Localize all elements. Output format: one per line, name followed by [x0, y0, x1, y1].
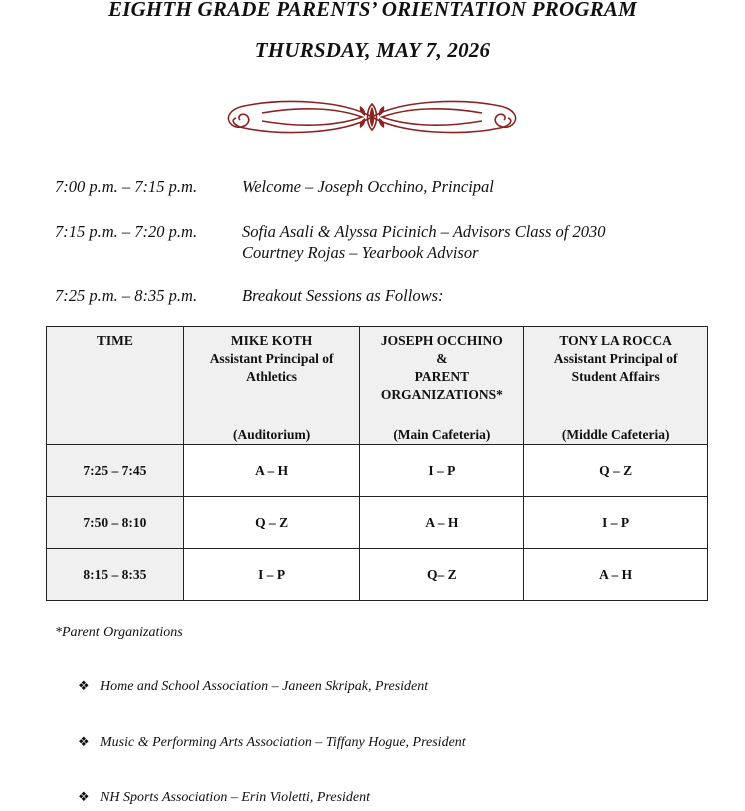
row-time: 7:25 – 7:45: [47, 445, 184, 497]
row-time: 8:15 – 8:35: [47, 549, 184, 601]
table-cell: Q – Z: [524, 445, 708, 497]
schedule-desc-3: Breakout Sessions as Follows:: [242, 286, 444, 305]
location-middle-cafeteria: (Middle Cafeteria): [561, 427, 670, 442]
scroll-ornament-icon: [222, 96, 522, 138]
schedule-time-3: 7:25 p.m. – 8:35 p.m.: [55, 286, 198, 305]
header-column-koth: MIKE KOTH Assistant Principal of Athletics (Auditorium): [183, 327, 360, 445]
schedule-desc-2a: Sofia Asali & Alyssa Picinich – Advisors Class of 2030: [242, 222, 606, 241]
table-cell: I – P: [360, 445, 524, 497]
table-cell: A – H: [524, 549, 708, 601]
header-column-la-rocca: TONY LA ROCCA Assistant Principal of Student Affairs (Middle Cafeteria): [524, 327, 708, 445]
program-date: THURSDAY, MAY 7, 2026: [254, 38, 491, 62]
header-time: TIME: [47, 327, 184, 445]
table-cell: A – H: [183, 445, 360, 497]
table-cell: A – H: [360, 497, 524, 549]
diamond-bullet-icon: ❖: [78, 734, 90, 749]
table-cell: I – P: [524, 497, 708, 549]
list-item: ❖ Music & Performing Arts Association – Tiffany Hogue, President: [78, 734, 466, 750]
table-cell: I – P: [183, 549, 360, 601]
schedule-time-2: 7:15 p.m. – 7:20 p.m.: [55, 222, 198, 241]
diamond-bullet-icon: ❖: [78, 789, 90, 804]
parent-organizations-footnote: *Parent Organizations: [55, 625, 183, 640]
schedule-desc-1: Welcome – Joseph Occhino, Principal: [242, 177, 494, 196]
location-auditorium: (Auditorium): [232, 427, 311, 442]
list-item: ❖ Home and School Association – Janeen Skripak, President: [78, 678, 429, 694]
schedule-desc-2b: Courtney Rojas – Yearbook Advisor: [242, 243, 479, 262]
list-item: ❖ NH Sports Association – Erin Violetti, President: [78, 789, 371, 805]
table-cell: Q– Z: [360, 549, 524, 601]
table-row: [47, 497, 708, 549]
table-row: [47, 549, 708, 601]
program-title: EIGHTH GRADE PARENTS’ ORIENTATION PROGRAM: [107, 0, 637, 21]
location-main-cafeteria: (Main Cafeteria): [393, 427, 491, 442]
breakout-sessions-table: [46, 326, 708, 601]
row-time: 7:50 – 8:10: [47, 497, 184, 549]
table-cell: Q – Z: [183, 497, 360, 549]
header-column-occhino: JOSEPH OCCHINO & PARENT ORGANIZATIONS* (Main Cafeteria): [360, 327, 524, 445]
schedule-time-1: 7:00 p.m. – 7:15 p.m.: [55, 177, 198, 196]
table-header-row: [47, 327, 708, 445]
table-row: [47, 445, 708, 497]
diamond-bullet-icon: ❖: [78, 678, 90, 693]
